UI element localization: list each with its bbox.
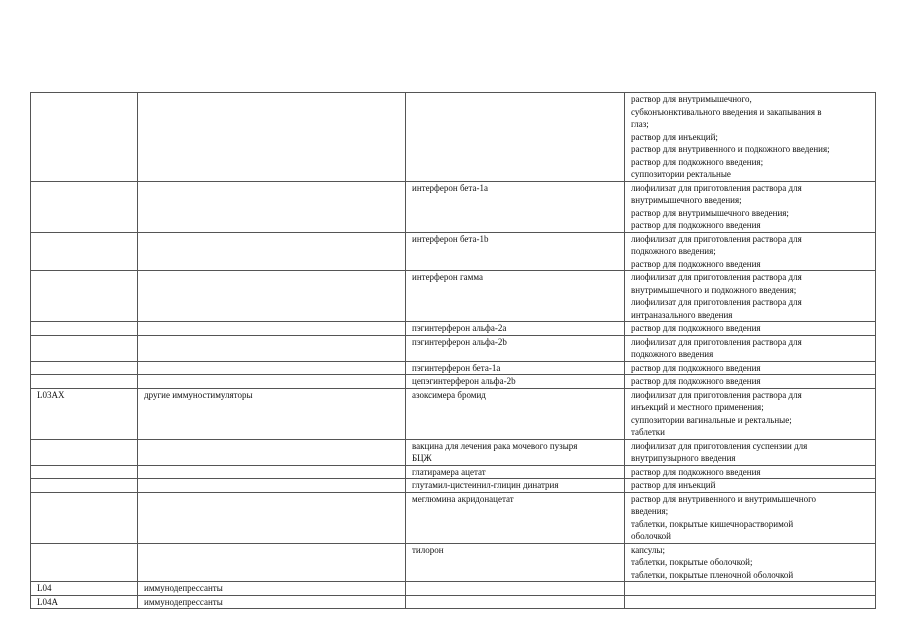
- cell-forms: раствор для подкожного введения: [625, 375, 876, 389]
- cell-drug: пэгинтерферон альфа-2b: [406, 335, 625, 361]
- cell-forms: лиофилизат для приготовления раствора для подкожного введения: [625, 335, 876, 361]
- cell-forms: раствор для внутривенного и внутримышечного введения; таблетки, покрытые кишечнорастворимой оболочкой: [625, 492, 876, 543]
- cell-forms: лиофилизат для приготовления раствора для внутримышечного и подкожного введения; лиофилизат для приготовления раствора для интраназального введения: [625, 271, 876, 322]
- cell-drug: цепэгинтерферон альфа-2b: [406, 375, 625, 389]
- cell-code: [31, 335, 138, 361]
- cell-drug: интерферон бета-1b: [406, 232, 625, 271]
- table-row: [31, 465, 876, 479]
- cell-drug: тилорон: [406, 543, 625, 582]
- table-row: [31, 543, 876, 582]
- cell-name: [138, 93, 406, 182]
- table-row: [31, 271, 876, 322]
- cell-name: [138, 479, 406, 493]
- table-row: [31, 492, 876, 543]
- cell-code: [31, 361, 138, 375]
- cell-name: [138, 271, 406, 322]
- cell-code: [31, 492, 138, 543]
- cell-drug: [406, 582, 625, 596]
- table-row: [31, 375, 876, 389]
- cell-drug: [406, 93, 625, 182]
- cell-drug: азоксимера бромид: [406, 388, 625, 439]
- cell-name: [138, 322, 406, 336]
- table-row: [31, 335, 876, 361]
- table-row: [31, 322, 876, 336]
- cell-forms: лиофилизат для приготовления суспензии для внутрипузырного введения: [625, 439, 876, 465]
- cell-forms: [625, 582, 876, 596]
- cell-name: [138, 375, 406, 389]
- table-row: [31, 388, 876, 439]
- cell-drug: пэгинтерферон альфа-2a: [406, 322, 625, 336]
- table-row: [31, 595, 876, 609]
- cell-drug: глутамил-цистеинил-глицин динатрия: [406, 479, 625, 493]
- table-row: [31, 582, 876, 596]
- cell-code: [31, 93, 138, 182]
- cell-forms: раствор для подкожного введения: [625, 361, 876, 375]
- cell-forms: раствор для подкожного введения: [625, 322, 876, 336]
- cell-name: [138, 543, 406, 582]
- cell-code: [31, 543, 138, 582]
- cell-drug: меглюмина акридонацетат: [406, 492, 625, 543]
- cell-drug: глатирамера ацетат: [406, 465, 625, 479]
- cell-name: иммунодепрессанты: [138, 582, 406, 596]
- table-row: [31, 232, 876, 271]
- cell-forms: раствор для внутримышечного, субконъюнктивального введения и закапывания в глаз; раствор для инъекций; раствор для внутривенного и подкожного введения; раствор для подкожного введения; суппозитории ректальные: [625, 93, 876, 182]
- cell-code: [31, 322, 138, 336]
- cell-forms: лиофилизат для приготовления раствора для внутримышечного введения; раствор для внутримышечного введения; раствор для подкожного введения: [625, 181, 876, 232]
- cell-code: [31, 375, 138, 389]
- table-row: [31, 93, 876, 182]
- cell-name: другие иммуностимуляторы: [138, 388, 406, 439]
- cell-forms: лиофилизат для приготовления раствора для инъекций и местного применения; суппозитории вагинальные и ректальные; таблетки: [625, 388, 876, 439]
- cell-name: иммунодепрессанты: [138, 595, 406, 609]
- cell-forms: лиофилизат для приготовления раствора для подкожного введения; раствор для подкожного введения: [625, 232, 876, 271]
- cell-code: L03AX: [31, 388, 138, 439]
- cell-forms: раствор для подкожного введения: [625, 465, 876, 479]
- cell-code: L04: [31, 582, 138, 596]
- table-row: [31, 361, 876, 375]
- cell-code: [31, 479, 138, 493]
- cell-name: [138, 361, 406, 375]
- table-body: [31, 93, 876, 609]
- cell-name: [138, 232, 406, 271]
- table-row: [31, 439, 876, 465]
- cell-name: [138, 439, 406, 465]
- cell-drug: вакцина для лечения рака мочевого пузыря БЦЖ: [406, 439, 625, 465]
- table-row: [31, 181, 876, 232]
- cell-drug: пэгинтерферон бета-1a: [406, 361, 625, 375]
- cell-name: [138, 492, 406, 543]
- cell-forms: раствор для инъекций: [625, 479, 876, 493]
- cell-code: [31, 181, 138, 232]
- cell-drug: [406, 595, 625, 609]
- cell-code: [31, 439, 138, 465]
- cell-code: [31, 232, 138, 271]
- cell-drug: интерферон бета-1a: [406, 181, 625, 232]
- cell-name: [138, 335, 406, 361]
- cell-name: [138, 181, 406, 232]
- cell-code: L04A: [31, 595, 138, 609]
- cell-code: [31, 465, 138, 479]
- cell-forms: [625, 595, 876, 609]
- drug-table: [30, 92, 876, 609]
- cell-drug: интерферон гамма: [406, 271, 625, 322]
- table-row: [31, 479, 876, 493]
- cell-name: [138, 465, 406, 479]
- cell-code: [31, 271, 138, 322]
- cell-forms: капсулы; таблетки, покрытые оболочкой; таблетки, покрытые пленочной оболочкой: [625, 543, 876, 582]
